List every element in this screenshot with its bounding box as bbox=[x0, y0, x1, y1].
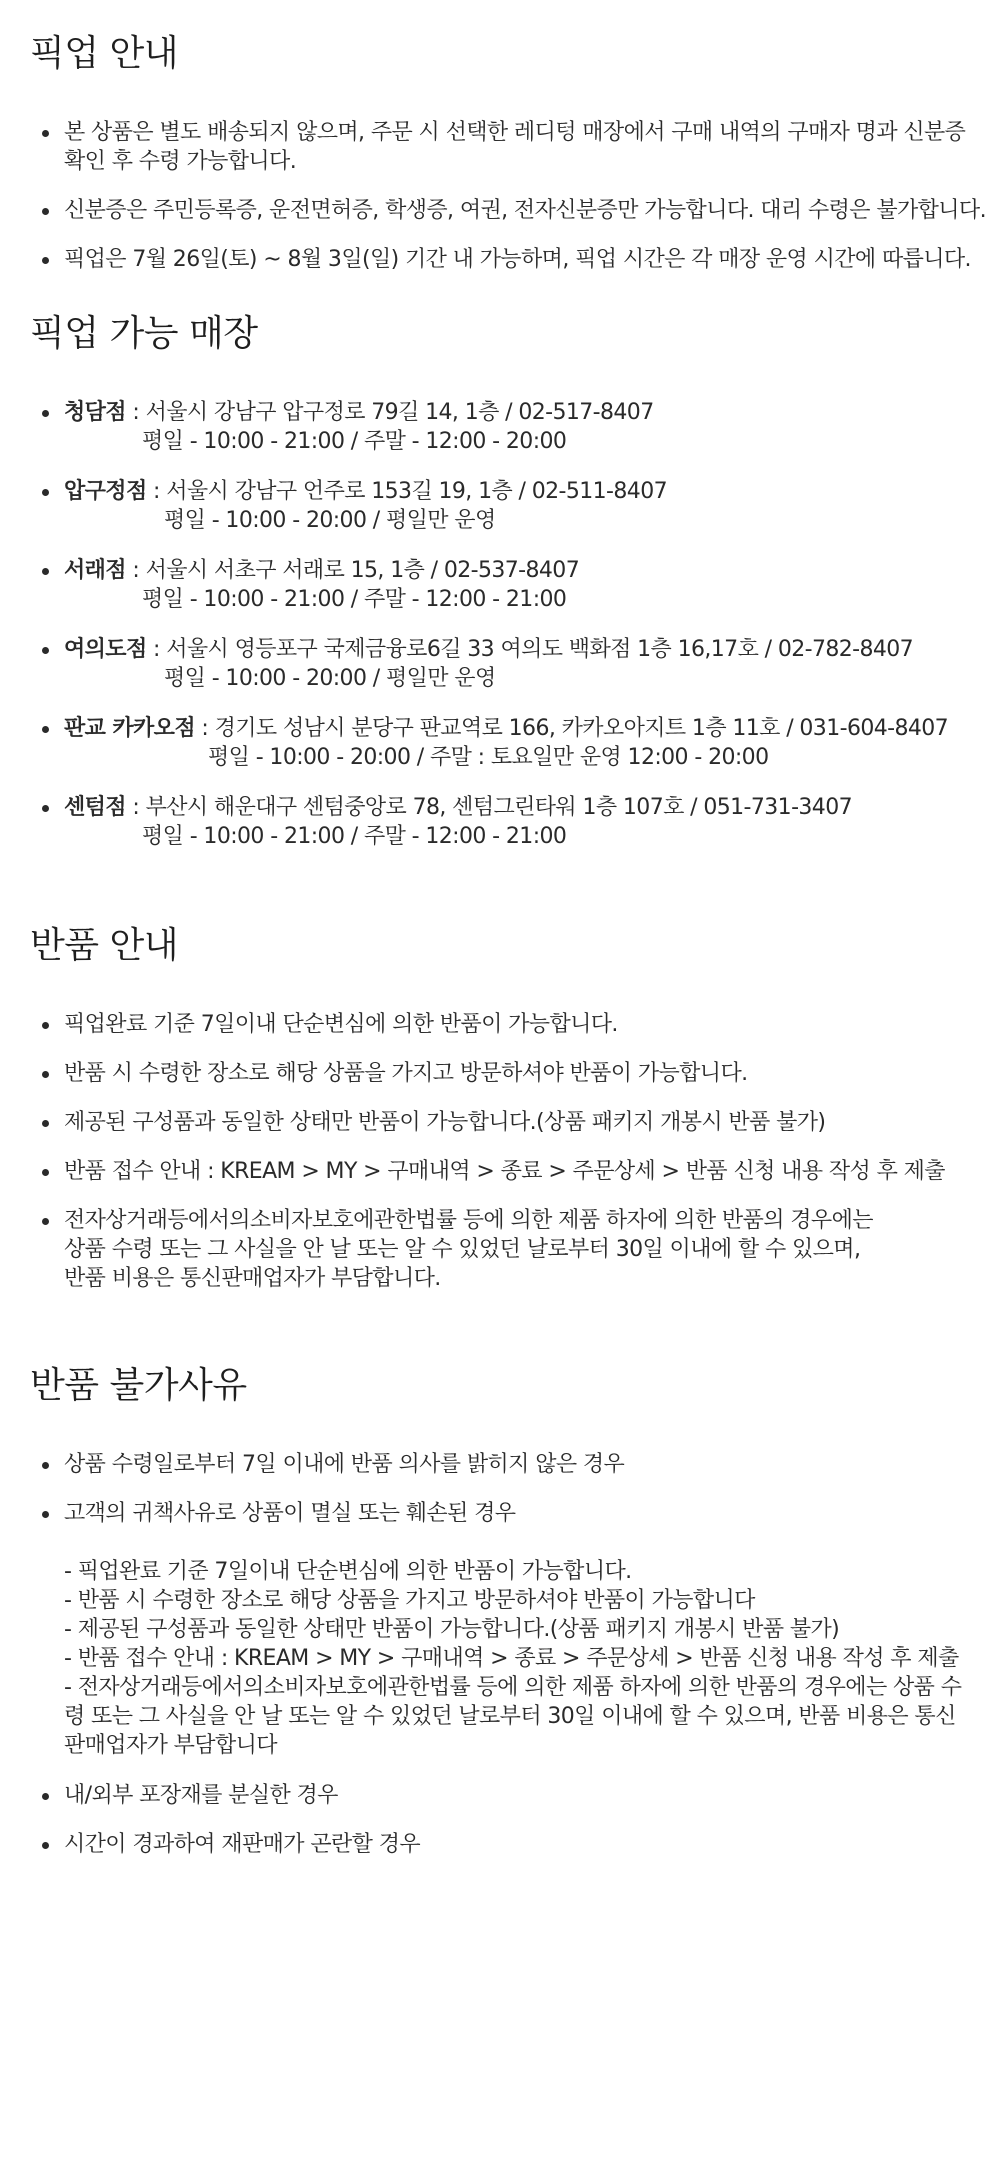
list-item: 시간이 경과하여 재판매가 곤란할 경우 bbox=[30, 1830, 970, 1860]
list-item: 반품 시 수령한 장소로 해당 상품을 가지고 방문하셔야 반품이 가능합니다. bbox=[30, 1059, 970, 1108]
list-item: 내/외부 포장재를 분실한 경우 bbox=[30, 1781, 970, 1830]
no-return-title: 반품 불가사유 bbox=[30, 1365, 247, 1406]
returns-section bbox=[30, 922, 970, 1294]
list-item: 신분증은 주민등록증, 운전면허증, 학생증, 여권, 전자신분증만 가능합니다. 대리 수령은 불가합니다. bbox=[30, 196, 970, 245]
detail-line: - 픽업완료 기준 7일이내 단순변심에 의한 반품이 가능합니다. bbox=[64, 1559, 632, 1584]
no-return-section bbox=[30, 1362, 970, 1860]
store-hours: 평일 - 10:00 - 21:00 / 주말 - 12:00 - 20:00 bbox=[142, 429, 567, 454]
returns-title: 반품 안내 bbox=[30, 925, 179, 966]
store-item: 센텀점 : 부산시 해운대구 센텀중앙로 78, 센텀그린타워 1층 107호 / 051-731-3407 평일 - 10:00 - 21:00 / 주말 - 12:00 - 21:00 bbox=[30, 793, 970, 851]
store-item: 서래점 : 서울시 서초구 서래로 15, 1층 / 02-537-8407 평일 - 10:00 - 21:00 / 주말 - 12:00 - 21:00 bbox=[30, 556, 970, 635]
returns-list bbox=[30, 1010, 970, 1294]
store-name: 판교 카카오점 bbox=[64, 716, 195, 741]
detail-line: - 제공된 구성품과 동일한 상태만 반품이 가능합니다.(상품 패키지 개봉시 반품 불가) bbox=[64, 1617, 840, 1642]
store-item: 청담점 : 서울시 강남구 압구정로 79길 14, 1층 / 02-517-8407 평일 - 10:00 - 21:00 / 주말 - 12:00 - 20:00 bbox=[30, 398, 970, 477]
list-item: 제공된 구성품과 동일한 상태만 반품이 가능합니다.(상품 패키지 개봉시 반품 불가) bbox=[30, 1108, 970, 1157]
store-name: 여의도점 bbox=[64, 637, 147, 662]
store-address: 부산시 해운대구 센텀중앙로 78, 센텀그린타워 1층 107호 / 051-731-3407 bbox=[145, 795, 853, 820]
pickup-list bbox=[30, 118, 986, 275]
list-item: 반품 접수 안내 : KREAM > MY > 구매내역 > 종료 > 주문상세 > 반품 신청 내용 작성 후 제출 bbox=[30, 1157, 970, 1206]
store-hours: 평일 - 10:00 - 20:00 / 평일만 운영 bbox=[164, 666, 496, 691]
list-item: 픽업은 7월 26일(토) ~ 8월 3일(일) 기간 내 가능하며, 픽업 시간은 각 매장 운영 시간에 따릅니다. bbox=[30, 245, 970, 275]
store-hours: 평일 - 10:00 - 20:00 / 평일만 운영 bbox=[164, 508, 496, 533]
store-address: 서울시 강남구 언주로 153길 19, 1층 / 02-511-8407 bbox=[166, 479, 667, 504]
stores-title: 픽업 가능 매장 bbox=[30, 313, 258, 354]
store-hours: 평일 - 10:00 - 20:00 / 주말 : 토요일만 운영 12:00 - 20:00 bbox=[208, 745, 769, 770]
list-item: 고객의 귀책사유로 상품이 멸실 또는 훼손된 경우 - 픽업완료 기준 7일이내 단순변심에 의한 반품이 가능합니다. - 반품 시 수령한 장소로 해당 상품을 가지고 방문하셔야 반품이 가능합니다 - 제공된 구성품과 동일한 상태만 반품이 가능합니다.(상품 패키지 개봉시 반품 불가) - 반품 접수 안내 : KREAM > MY > 구매내역 > 종료 > 주문상세 > 반품 신청 내용 작성 후 제출 - 전자상거래등에서의소비자보호에관한법률 등에 의한 제품 하자에 의한 반품의 경우에는 상품 수령 또는 그 사실을 안 날 또는 알 수 있었던 날로부터 30일 이내에 할 수 있으며, 반품 비용은 통신판매업자가 부담합니다 bbox=[30, 1499, 970, 1781]
detail-line: - 전자상거래등에서의소비자보호에관한법률 등에 의한 제품 하자에 의한 반품의 경우에는 상품 수령 또는 그 사실을 안 날 또는 알 수 있었던 날로부터 30일 이내에 할 수 있으며, 반품 비용은 통신판매업자가 부담합니다 bbox=[64, 1675, 962, 1758]
pickup-title: 픽업 안내 bbox=[30, 33, 179, 74]
store-item: 여의도점 : 서울시 영등포구 국제금융로6길 33 여의도 백화점 1층 16,17호 / 02-782-8407 평일 - 10:00 - 20:00 / 평일만 운영 bbox=[30, 635, 970, 714]
store-address: 서울시 서초구 서래로 15, 1층 / 02-537-8407 bbox=[145, 558, 580, 583]
detail-line: - 반품 접수 안내 : KREAM > MY > 구매내역 > 종료 > 주문상세 > 반품 신청 내용 작성 후 제출 bbox=[64, 1646, 959, 1671]
store-name: 청담점 bbox=[64, 400, 126, 425]
store-address: 경기도 성남시 분당구 판교역로 166, 카카오아지트 1층 11호 / 031-604-8407 bbox=[214, 716, 949, 741]
list-item: 픽업완료 기준 7일이내 단순변심에 의한 반품이 가능합니다. bbox=[30, 1010, 970, 1059]
detail-line: - 반품 시 수령한 장소로 해당 상품을 가지고 방문하셔야 반품이 가능합니다 bbox=[64, 1588, 755, 1613]
store-item: 압구정점 : 서울시 강남구 언주로 153길 19, 1층 / 02-511-8407 평일 - 10:00 - 20:00 / 평일만 운영 bbox=[30, 477, 970, 556]
no-return-list bbox=[30, 1450, 970, 1860]
store-hours: 평일 - 10:00 - 21:00 / 주말 - 12:00 - 21:00 bbox=[142, 587, 567, 612]
store-hours: 평일 - 10:00 - 21:00 / 주말 - 12:00 - 21:00 bbox=[142, 824, 567, 849]
stores-section bbox=[30, 310, 970, 851]
list-item: 본 상품은 별도 배송되지 않으며, 주문 시 선택한 레디텅 매장에서 구매 내역의 구매자 명과 신분증 확인 후 수령 가능합니다. bbox=[30, 118, 970, 196]
store-item: 판교 카카오점 : 경기도 성남시 분당구 판교역로 166, 카카오아지트 1층 11호 / 031-604-8407 평일 - 10:00 - 20:00 / 주말 : 토요일만 운영 12:00 - 20:00 bbox=[30, 714, 970, 793]
list-item: 전자상거래등에서의소비자보호에관한법률 등에 의한 제품 하자에 의한 반품의 경우에는 상품 수령 또는 그 사실을 안 날 또는 알 수 있었던 날로부터 30일 이내에 할 수 있으며, 반품 비용은 통신판매업자가 부담합니다. bbox=[30, 1206, 970, 1294]
store-address: 서울시 강남구 압구정로 79길 14, 1층 / 02-517-8407 bbox=[145, 400, 654, 425]
store-name: 압구정점 bbox=[64, 479, 147, 504]
list-item: 상품 수령일로부터 7일 이내에 반품 의사를 밝히지 않은 경우 bbox=[30, 1450, 970, 1499]
store-name: 센텀점 bbox=[64, 795, 126, 820]
store-list bbox=[30, 398, 970, 851]
store-name: 서래점 bbox=[64, 558, 126, 583]
pickup-section bbox=[30, 30, 986, 275]
store-address: 서울시 영등포구 국제금융로6길 33 여의도 백화점 1층 16,17호 / 02-782-8407 bbox=[166, 637, 914, 662]
